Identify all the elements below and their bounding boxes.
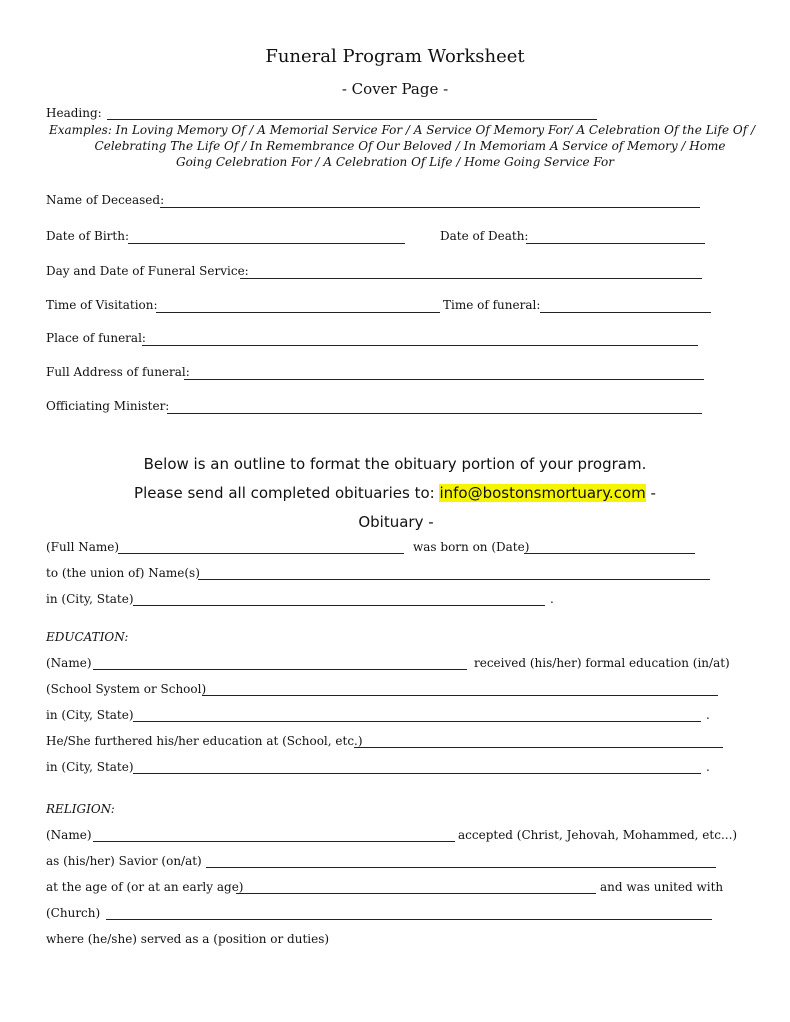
outline-line-2-suffix: - <box>650 484 656 502</box>
outline-line-1: Below is an outline to format the obituary portion of your program. <box>143 455 647 473</box>
religion-name-label: (Name) <box>46 828 92 842</box>
education-heading: EDUCATION: <box>46 630 129 644</box>
obituary-title: Obituary - <box>358 513 434 531</box>
born-on-field[interactable] <box>524 553 695 554</box>
full-name-label: (Full Name) <box>46 540 120 554</box>
union-of-field[interactable] <box>198 579 710 580</box>
age-field[interactable] <box>236 893 596 894</box>
full-address-field[interactable] <box>184 379 704 380</box>
union-of-label: to (the union of) Name(s) <box>46 566 200 580</box>
further-city-state-field[interactable] <box>133 773 701 774</box>
education-name-label: (Name) <box>46 656 92 670</box>
served-as-label: where (he/she) served as a (position or duties) <box>46 932 330 946</box>
savior-label: as (his/her) Savior (on/at) <box>46 854 202 868</box>
education-received-label: received (his/her) formal education (in/at) <box>474 656 730 670</box>
name-of-deceased-field[interactable] <box>160 207 700 208</box>
funeral-service-date-field[interactable] <box>240 278 702 279</box>
birth-city-state-field[interactable] <box>133 605 545 606</box>
age-label: at the age of (or at an early age) <box>46 880 244 894</box>
outline-line-2-prefix: Please send all completed obituaries to: <box>134 484 435 502</box>
place-of-funeral-field[interactable] <box>142 345 698 346</box>
page-subtitle: - Cover Page - <box>341 80 449 98</box>
examples-line-3: Going Celebration For / A Celebration Of Life / Home Going Service For <box>175 155 615 169</box>
full-name-field[interactable] <box>118 553 404 554</box>
church-field[interactable] <box>106 919 712 920</box>
name-of-deceased-label: Name of Deceased: <box>46 193 165 207</box>
religion-accepted-label: accepted (Christ, Jehovah, Mohammed, etc...) <box>458 828 738 842</box>
officiating-minister-label: Officiating Minister: <box>46 399 170 413</box>
further-city-state-period: . <box>706 760 710 774</box>
united-with-label: and was united with <box>600 880 724 894</box>
officiating-minister-field[interactable] <box>167 413 702 414</box>
full-address-label: Full Address of funeral: <box>46 365 190 379</box>
outline-line-2 <box>0 479 790 508</box>
time-of-visitation-label: Time of Visitation: <box>46 298 158 312</box>
school-city-state-period: . <box>706 708 710 722</box>
contact-email-link[interactable]: info@bostonsmortuary.com <box>439 484 646 502</box>
examples-line-1: Examples: In Loving Memory Of / A Memorial Service For / A Service Of Memory For/ A Celebration Of the Life Of / <box>48 123 756 137</box>
heading-field[interactable] <box>107 119 597 120</box>
savior-field[interactable] <box>206 867 716 868</box>
time-of-visitation-field[interactable] <box>156 312 440 313</box>
place-of-funeral-label: Place of funeral: <box>46 331 146 345</box>
religion-name-field[interactable] <box>93 841 455 842</box>
education-name-field[interactable] <box>93 669 467 670</box>
church-label: (Church) <box>46 906 101 920</box>
birth-city-state-period: . <box>550 592 554 606</box>
time-of-funeral-label: Time of funeral: <box>443 298 541 312</box>
outline-instructions <box>0 450 790 537</box>
date-of-birth-label: Date of Birth: <box>46 229 129 243</box>
further-city-state-label: in (City, State) <box>46 760 134 774</box>
school-system-field[interactable] <box>202 695 718 696</box>
school-city-state-label: in (City, State) <box>46 708 134 722</box>
date-of-death-field[interactable] <box>526 243 705 244</box>
page-title: Funeral Program Worksheet <box>265 46 525 67</box>
examples-line-2: Celebrating The Life Of / In Remembrance Of Our Beloved / In Memoriam A Service of Memory / Home <box>94 139 726 153</box>
religion-heading: RELIGION: <box>46 802 115 816</box>
funeral-service-date-label: Day and Date of Funeral Service: <box>46 264 249 278</box>
heading-examples <box>0 122 790 170</box>
school-system-label: (School System or School) <box>46 682 207 696</box>
date-of-birth-field[interactable] <box>128 243 405 244</box>
heading-label: Heading: <box>46 106 102 120</box>
furthered-education-label: He/She furthered his/her education at (School, etc.) <box>46 734 363 748</box>
furthered-education-field[interactable] <box>354 747 723 748</box>
born-on-label: was born on (Date) <box>413 540 530 554</box>
birth-city-state-label: in (City, State) <box>46 592 134 606</box>
school-city-state-field[interactable] <box>133 721 701 722</box>
time-of-funeral-field[interactable] <box>540 312 711 313</box>
date-of-death-label: Date of Death: <box>440 229 529 243</box>
